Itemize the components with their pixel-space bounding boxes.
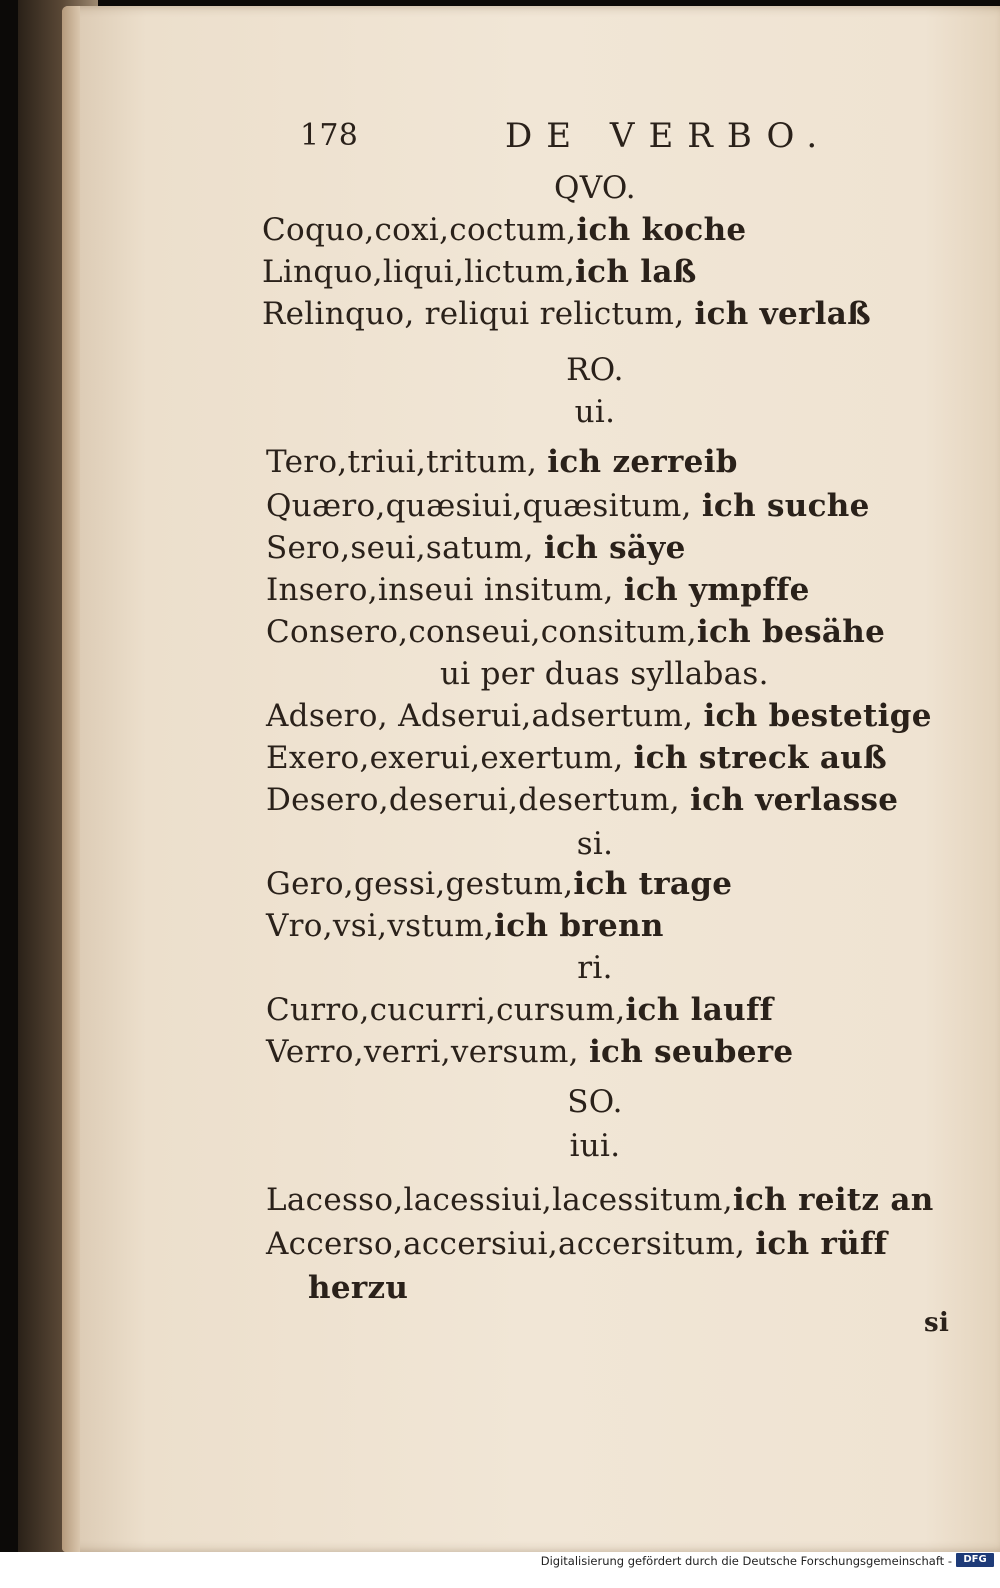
verb-line: Adsero, Adserui,adsertum, ich bestetige	[266, 698, 932, 734]
verb-line: Gero,gessi,gestum,ich trage	[266, 866, 733, 902]
verb-line: Lacesso,lacessiui,lacessitum,ich reitz an	[266, 1182, 934, 1218]
verb-line: Exero,exerui,exertum, ich streck auß	[266, 740, 887, 776]
verb-line: Accerso,accersiui,accersitum, ich rüff	[266, 1226, 888, 1262]
verb-line: Linquo,liqui,lictum,ich laß	[262, 254, 697, 290]
catchword: si	[924, 1308, 950, 1338]
verb-line: Desero,deserui,desertum, ich verlasse	[266, 782, 899, 818]
page-number: 178	[300, 118, 359, 153]
section-heading-so: SO.	[567, 1084, 623, 1120]
verb-line: Curro,cucurri,cursum,ich lauff	[266, 992, 774, 1028]
subheading: si.	[576, 826, 614, 862]
subheading: ui.	[574, 394, 616, 430]
subheading: ri.	[577, 950, 613, 986]
footer-credit: Digitalisierung gefördert durch die Deutsche Forschungsgemeinschaft -	[540, 1554, 952, 1568]
verb-line: Insero,inseui insitum, ich ympffe	[266, 572, 810, 608]
verb-line: Consero,conseui,consitum,ich besähe	[266, 614, 886, 650]
verb-line: Vro,vsi,vstum,ich brenn	[266, 908, 664, 944]
subheading: ui per duas syllabas.	[440, 656, 769, 692]
verb-line: Tero,triui,tritum, ich zerreib	[266, 444, 738, 480]
subheading: iui.	[569, 1128, 621, 1164]
verb-line: Sero,seui,satum, ich säye	[266, 530, 686, 566]
verb-line: Quæro,quæsiui,quæsitum, ich suche	[266, 488, 870, 524]
verb-line: Relinquo, reliqui relictum, ich verlaß	[262, 296, 871, 332]
section-heading-ro: RO.	[566, 352, 624, 388]
section-heading-qvo: QVO.	[554, 170, 636, 206]
verb-line-continuation: herzu	[308, 1270, 409, 1306]
dfg-logo-icon: DFG	[956, 1553, 994, 1567]
verb-line: Verro,verri,versum, ich seubere	[266, 1034, 794, 1070]
running-title: DE VERBO.	[505, 116, 832, 156]
verb-line: Coquo,coxi,coctum,ich koche	[262, 212, 747, 248]
page-edge	[62, 6, 80, 1552]
